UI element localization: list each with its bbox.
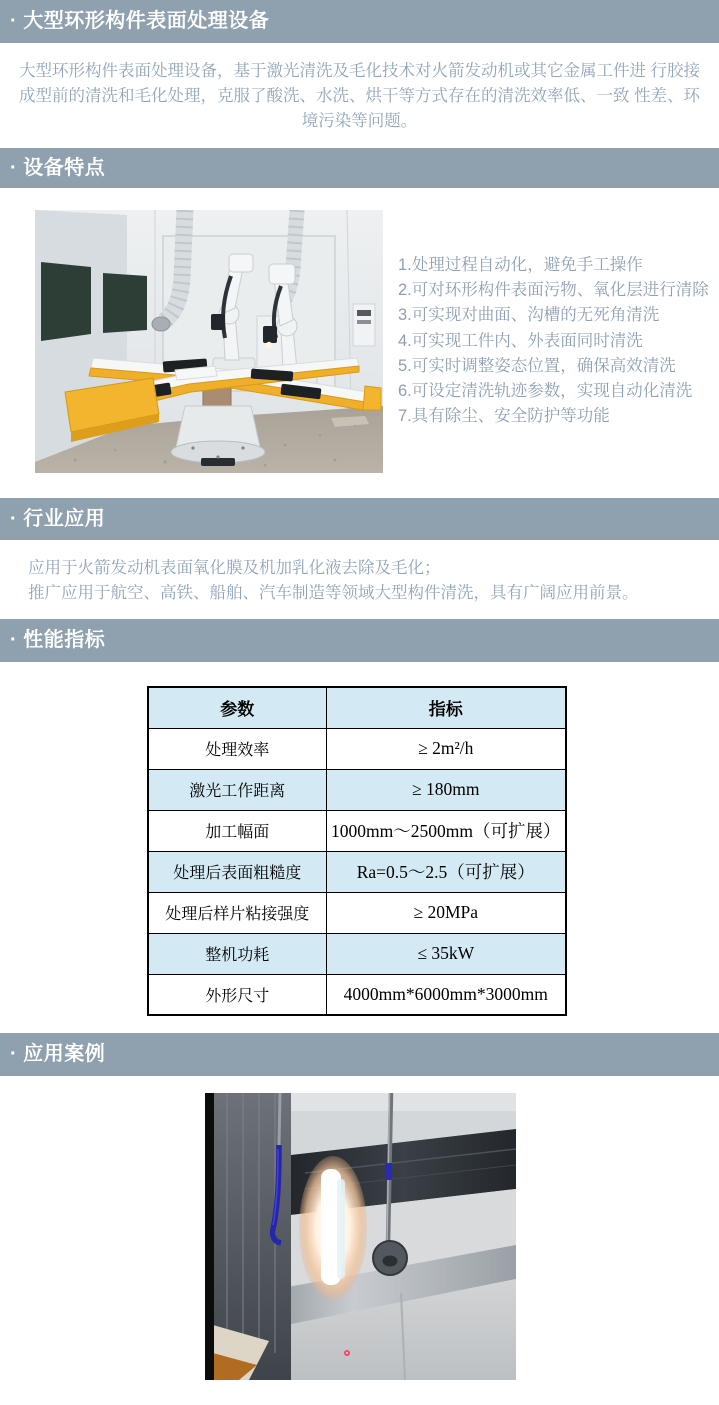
param-cell: 激光工作距离 bbox=[148, 769, 326, 810]
laser-cleaning-photo bbox=[205, 1093, 516, 1380]
value-cell: ≥ 180mm bbox=[326, 769, 566, 810]
value-cell: ≤ 35kW bbox=[326, 933, 566, 974]
table-row bbox=[148, 851, 566, 892]
intro-line: 境污染等问题。 bbox=[301, 112, 418, 130]
spec-table-header-cell: 参数 bbox=[148, 687, 326, 728]
value-cell: 1000mm～2500mm（可扩展） bbox=[326, 810, 566, 851]
table-row bbox=[148, 933, 566, 974]
table-row bbox=[148, 728, 566, 769]
table-row bbox=[148, 810, 566, 851]
param-cell: 处理后样片粘接强度 bbox=[148, 892, 326, 933]
feature-item: 7.具有除尘、安全防护等功能 bbox=[398, 407, 610, 426]
feature-item: 2.可对环形构件表面污物、氧化层进行清除 bbox=[398, 281, 709, 300]
table-row bbox=[148, 892, 566, 933]
laser-cleaning-illustration bbox=[205, 1093, 516, 1380]
value-cell: ≥ 20MPa bbox=[326, 892, 566, 933]
param-cell: 整机功耗 bbox=[148, 933, 326, 974]
spec-table bbox=[147, 686, 567, 1016]
section-header-features: · 设备特点 bbox=[0, 148, 719, 188]
applications-line: 推广应用于航空、高铁、船舶、汽车制造等领域大型构件清洗，具有广阔应用前景。 bbox=[28, 584, 639, 602]
section-header-cases: · 应用案例 bbox=[0, 1033, 719, 1076]
value-cell: ≥ 2m²/h bbox=[326, 728, 566, 769]
window-dark-green-2 bbox=[103, 273, 147, 333]
feature-item: 3.可实现对曲面、沟槽的无死角清洗 bbox=[398, 306, 660, 325]
equipment-photo-illustration bbox=[35, 210, 383, 473]
intro-line: 成型前的清洗和毛化处理，克服了酸洗、水洗、烘干等方式存在的清洗效率低、一致 性差、环 bbox=[18, 87, 701, 105]
applications-line: 应用于火箭发动机表面氧化膜及机加乳化液去除及毛化； bbox=[28, 559, 441, 577]
feature-item: 4.可实现工件内、外表面同时清洗 bbox=[398, 331, 643, 350]
value-cell: Ra=0.5～2.5（可扩展） bbox=[326, 851, 566, 892]
feature-item: 6.可设定清洗轨迹参数，实现自动化清洗 bbox=[398, 382, 693, 401]
param-cell: 处理后表面粗糙度 bbox=[148, 851, 326, 892]
section-header-specs: · 性能指标 bbox=[0, 619, 719, 662]
window-dark-green-1 bbox=[41, 262, 91, 341]
intro-paragraph bbox=[0, 59, 719, 134]
param-cell: 处理效率 bbox=[148, 728, 326, 769]
feature-item: 5.可实时调整姿态位置，确保高效清洗 bbox=[398, 356, 676, 375]
table-row bbox=[148, 769, 566, 810]
value-cell: 4000mm*6000mm*3000mm bbox=[326, 974, 566, 1015]
spec-table-header-cell: 指标 bbox=[326, 687, 566, 728]
tool-light bbox=[266, 342, 272, 348]
param-cell: 外形尺寸 bbox=[148, 974, 326, 1015]
feature-list bbox=[398, 253, 718, 429]
applications-paragraph bbox=[28, 556, 708, 606]
equipment-photo bbox=[35, 210, 383, 473]
section-header-product-title: · 大型环形构件表面处理设备 bbox=[0, 0, 719, 43]
spec-table-head-row bbox=[148, 687, 566, 728]
intro-line: 大型环形构件表面处理设备，基于激光清洗及毛化技术对火箭发动机或其它金属工件进 行胶接 bbox=[18, 62, 701, 80]
param-cell: 加工幅面 bbox=[148, 810, 326, 851]
spec-table-body bbox=[148, 728, 566, 1015]
feature-item: 1.处理过程自动化，避免手工操作 bbox=[398, 256, 643, 274]
table-row bbox=[148, 974, 566, 1015]
section-header-applications: · 行业应用 bbox=[0, 498, 719, 540]
laser-glow bbox=[299, 1156, 367, 1300]
